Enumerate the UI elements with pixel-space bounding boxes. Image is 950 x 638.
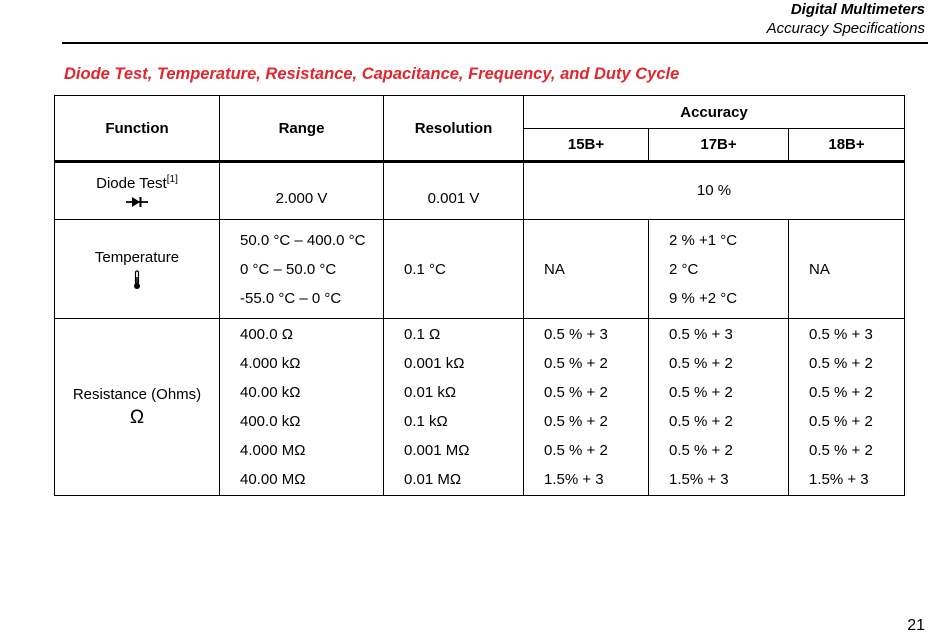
- resistance-resolution: 0.001 kΩ: [404, 355, 465, 372]
- header-rule: [62, 42, 928, 44]
- temperature-range-cell: [220, 220, 384, 319]
- temperature-acc-15b: NA: [524, 220, 649, 319]
- resistance-acc-15b: 0.5 % + 2: [544, 384, 608, 401]
- resistance-range: 40.00 kΩ: [240, 384, 301, 401]
- resistance-acc-18b: 1.5% + 3: [809, 471, 869, 488]
- resistance-range-cell: [220, 319, 384, 496]
- page-header: [767, 0, 925, 38]
- temperature-acc-17b: [649, 220, 789, 319]
- col-accuracy-header: Accuracy: [524, 96, 905, 129]
- col-resolution-header: Resolution: [384, 96, 524, 162]
- resistance-resolution: 0.1 Ω: [404, 326, 441, 343]
- temperature-range-2: 0 °C – 50.0 °C: [240, 260, 337, 278]
- diode-icon: [126, 196, 148, 208]
- temperature-function-cell: [55, 220, 220, 319]
- diode-resolution-cell: 0.001 V: [384, 162, 524, 220]
- resistance-acc-17b: 0.5 % + 2: [669, 355, 733, 372]
- model-18b-header: 18B+: [789, 129, 905, 162]
- resistance-range: 40.00 MΩ: [240, 471, 306, 488]
- resistance-resolution: 0.001 MΩ: [404, 442, 470, 459]
- model-15b-header: 15B+: [524, 129, 649, 162]
- col-function-header: Function: [55, 96, 220, 162]
- resistance-acc-18b: 0.5 % + 2: [809, 442, 873, 459]
- resistance-label: Resistance (Ohms): [72, 385, 202, 403]
- resistance-acc-17b: 0.5 % + 2: [669, 384, 733, 401]
- model-17b-header: 17B+: [649, 129, 789, 162]
- resistance-acc-17b: 0.5 % + 3: [669, 326, 733, 343]
- page-number: 21: [907, 617, 925, 634]
- resistance-acc-18b: 0.5 % + 2: [809, 413, 873, 430]
- resistance-acc-18b: 0.5 % + 2: [809, 355, 873, 372]
- resistance-resolution-cell: [384, 319, 524, 496]
- resistance-range: 400.0 Ω: [240, 326, 293, 343]
- resistance-range: 400.0 kΩ: [240, 413, 301, 430]
- resistance-acc-15b: 0.5 % + 2: [544, 355, 608, 372]
- resistance-acc-15b: 1.5% + 3: [544, 471, 604, 488]
- resistance-acc-15b-cell: [524, 319, 649, 496]
- thermometer-icon: [133, 270, 141, 290]
- resistance-acc-17b: 1.5% + 3: [669, 471, 729, 488]
- header-title: Digital Multimeters: [790, 1, 925, 18]
- resistance-acc-18b: 0.5 % + 2: [809, 384, 873, 401]
- resistance-row: [55, 319, 905, 496]
- diode-row: [55, 162, 905, 220]
- resistance-resolution: 0.1 kΩ: [404, 413, 448, 430]
- temperature-acc-18b: NA: [789, 220, 905, 319]
- temperature-label: Temperature: [94, 248, 180, 266]
- header-subtitle: Accuracy Specifications: [766, 20, 925, 37]
- resistance-function-cell: [55, 319, 220, 496]
- temperature-row: [55, 220, 905, 319]
- resistance-range: 4.000 MΩ: [240, 442, 306, 459]
- section-title: Diode Test, Temperature, Resistance, Capacitance, Frequency, and Duty Cycle: [64, 65, 680, 83]
- resistance-acc-17b: 0.5 % + 2: [669, 442, 733, 459]
- diode-label: Diode Test: [96, 175, 167, 192]
- resistance-range: 4.000 kΩ: [240, 355, 301, 372]
- temperature-range-1: 50.0 °C – 400.0 °C: [240, 231, 366, 249]
- resistance-acc-15b: 0.5 % + 2: [544, 442, 608, 459]
- temperature-range-3: -55.0 °C – 0 °C: [240, 289, 342, 307]
- resistance-acc-15b: 0.5 % + 2: [544, 413, 608, 430]
- temperature-resolution-cell: 0.1 °C: [384, 220, 524, 319]
- col-range-header: Range: [220, 96, 384, 162]
- table-header-row: [55, 96, 905, 129]
- diode-accuracy-cell: 10 %: [524, 162, 905, 220]
- resistance-acc-15b: 0.5 % + 3: [544, 326, 608, 343]
- spec-table: [54, 95, 905, 496]
- temperature-acc-17b-1: 2 % +1 °C: [669, 231, 738, 249]
- resistance-acc-17b: 0.5 % + 2: [669, 413, 733, 430]
- ohm-icon: Ω: [129, 406, 145, 428]
- temperature-acc-17b-2: 2 °C: [669, 260, 699, 278]
- resistance-resolution: 0.01 MΩ: [404, 471, 462, 488]
- resistance-acc-18b-cell: [789, 319, 905, 496]
- resistance-acc-18b: 0.5 % + 3: [809, 326, 873, 343]
- resistance-resolution: 0.01 kΩ: [404, 384, 457, 401]
- diode-function-cell: [55, 162, 220, 220]
- diode-range-cell: 2.000 V: [220, 162, 384, 220]
- temperature-acc-17b-3: 9 % +2 °C: [669, 289, 738, 307]
- resistance-acc-17b-cell: [649, 319, 789, 496]
- diode-footnote: [1]: [166, 174, 178, 185]
